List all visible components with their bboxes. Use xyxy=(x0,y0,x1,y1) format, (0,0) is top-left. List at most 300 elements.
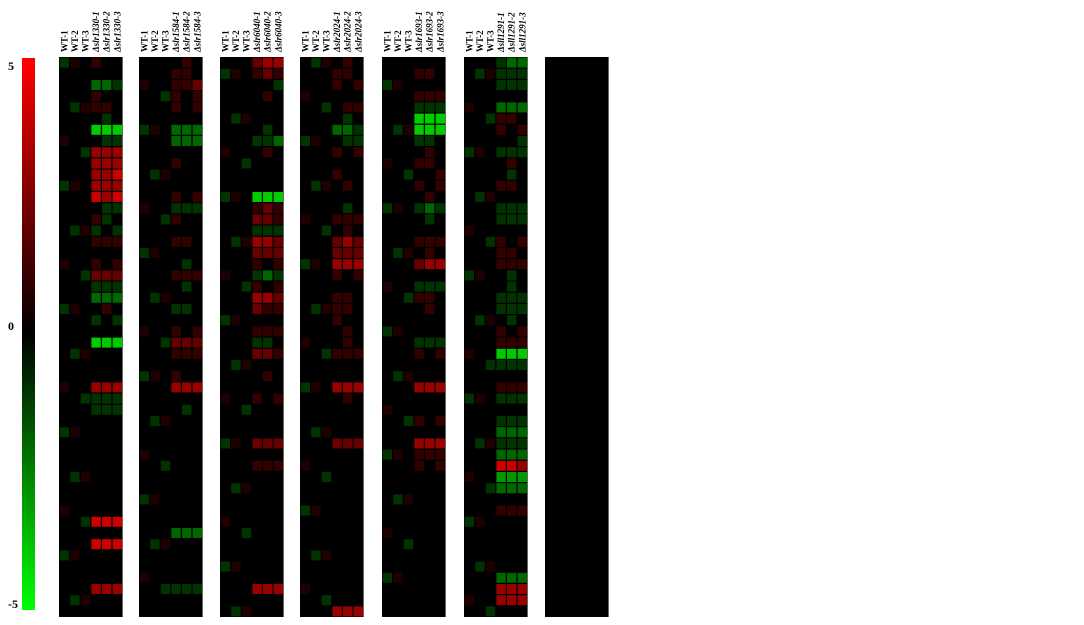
heatmap-cell xyxy=(193,158,202,168)
heatmap-cell xyxy=(274,595,283,605)
heatmap-cell xyxy=(414,69,423,79)
heatmap-cell xyxy=(193,394,202,404)
heatmap-cell xyxy=(383,80,392,90)
heatmap-cell xyxy=(343,214,352,224)
heatmap-cell xyxy=(425,237,434,247)
heatmap-cell xyxy=(425,517,434,527)
heatmap-cell xyxy=(113,405,122,415)
heatmap-cell xyxy=(507,483,516,493)
heatmap-cell xyxy=(301,136,310,146)
heatmap-cell xyxy=(518,80,527,90)
heatmap-cell xyxy=(425,91,434,101)
heatmap-cell xyxy=(171,483,180,493)
heatmap-cell xyxy=(496,461,505,471)
heatmap-cell xyxy=(113,461,122,471)
heatmap-cell xyxy=(507,248,516,258)
heatmap-cell xyxy=(171,214,180,224)
heatmap-cell xyxy=(263,315,272,325)
heatmap-cell xyxy=(311,136,320,146)
heatmap-cell xyxy=(507,270,516,280)
heatmap-cell xyxy=(252,293,261,303)
heatmap-cell xyxy=(193,349,202,359)
heatmap-cell xyxy=(274,158,283,168)
heatmap-cell xyxy=(354,170,363,180)
heatmap-cell xyxy=(507,58,516,68)
column-label: WT-2 xyxy=(392,30,403,52)
heatmap-cell xyxy=(171,125,180,135)
heatmap-cell xyxy=(507,315,516,325)
heatmap-cell xyxy=(193,136,202,146)
heatmap-cell xyxy=(496,382,505,392)
heatmap-cell xyxy=(496,483,505,493)
heatmap-cell xyxy=(332,293,341,303)
heatmap-cell xyxy=(354,181,363,191)
heatmap-cell xyxy=(436,326,445,336)
heatmap-cell xyxy=(274,226,283,236)
heatmap-cell xyxy=(496,259,505,269)
heatmap-cell xyxy=(496,450,505,460)
heatmap-cell xyxy=(113,304,122,314)
heatmap-cell xyxy=(425,382,434,392)
heatmap-cell xyxy=(193,405,202,415)
heatmap-cell xyxy=(436,405,445,415)
heatmap-cell xyxy=(113,102,122,112)
heatmap-cell xyxy=(301,506,310,516)
heatmap-cell xyxy=(507,450,516,460)
heatmap-cell xyxy=(91,326,100,336)
heatmap-cell xyxy=(182,472,191,482)
heatmap-cell xyxy=(507,584,516,594)
heatmap-cell xyxy=(252,371,261,381)
heatmap-cell xyxy=(425,170,434,180)
heatmap-cell xyxy=(475,517,484,527)
heatmap-cell xyxy=(113,158,122,168)
heatmap-cell xyxy=(332,114,341,124)
heatmap-cell xyxy=(332,259,341,269)
heatmap-cell xyxy=(436,214,445,224)
heatmap-cell xyxy=(263,338,272,348)
heatmap-cell xyxy=(113,539,122,549)
heatmap-cell xyxy=(311,181,320,191)
heatmap-cell xyxy=(383,158,392,168)
heatmap-cell xyxy=(414,80,423,90)
heatmap-cell xyxy=(332,371,341,381)
heatmap-cell xyxy=(354,360,363,370)
heatmap-cell xyxy=(425,270,434,280)
heatmap-cell xyxy=(171,528,180,538)
heatmap-cell xyxy=(81,147,90,157)
heatmap-cell xyxy=(414,606,423,616)
heatmap-cell xyxy=(436,304,445,314)
heatmap-cell xyxy=(507,259,516,269)
heatmap-cell xyxy=(182,405,191,415)
heatmap-cell xyxy=(193,192,202,202)
heatmap-cell xyxy=(354,405,363,415)
heatmap-cell xyxy=(193,438,202,448)
heatmap-cell xyxy=(252,214,261,224)
heatmap-cell xyxy=(150,539,159,549)
heatmap-cell xyxy=(518,248,527,258)
heatmap-cell xyxy=(507,550,516,560)
heatmap-cell xyxy=(274,550,283,560)
heatmap-cell xyxy=(274,606,283,616)
heatmap-cell xyxy=(465,394,474,404)
heatmap-cell xyxy=(425,550,434,560)
heatmap-cell xyxy=(91,304,100,314)
heatmap-cell xyxy=(301,338,310,348)
heatmap-cell xyxy=(507,461,516,471)
heatmap-cell xyxy=(425,427,434,437)
column-label: Δslr1584-3 xyxy=(192,11,203,52)
heatmap-cell xyxy=(322,58,331,68)
heatmap-cell xyxy=(252,550,261,560)
heatmap-cell xyxy=(343,338,352,348)
heatmap-cell xyxy=(161,461,170,471)
heatmap-cell xyxy=(354,506,363,516)
heatmap-cell xyxy=(496,326,505,336)
heatmap-cell xyxy=(383,528,392,538)
heatmap-cell xyxy=(171,562,180,572)
heatmap-cell xyxy=(332,427,341,437)
heatmap-cell xyxy=(518,606,527,616)
heatmap-cell xyxy=(436,170,445,180)
heatmap-cell xyxy=(242,528,251,538)
heatmap-cell xyxy=(496,203,505,213)
heatmap-cell xyxy=(496,69,505,79)
heatmap-cell xyxy=(496,181,505,191)
heatmap-cell xyxy=(414,573,423,583)
column-label: WT-2 xyxy=(474,30,485,52)
heatmap-cell xyxy=(496,147,505,157)
heatmap-cell xyxy=(91,315,100,325)
heatmap-cell xyxy=(343,539,352,549)
heatmap-cell xyxy=(171,394,180,404)
heatmap-cell xyxy=(263,595,272,605)
heatmap-cell xyxy=(263,91,272,101)
heatmap-cell xyxy=(425,595,434,605)
heatmap-cell xyxy=(193,461,202,471)
heatmap-cell xyxy=(274,136,283,146)
heatmap-cell xyxy=(171,181,180,191)
heatmap-cell xyxy=(221,517,230,527)
heatmap-cell xyxy=(518,293,527,303)
heatmap-cell xyxy=(102,494,111,504)
heatmap-cell xyxy=(81,270,90,280)
heatmap-cell xyxy=(311,427,320,437)
heatmap-cell xyxy=(102,80,111,90)
heatmap-cell xyxy=(507,506,516,516)
heatmap-cell xyxy=(252,483,261,493)
heatmap-cell xyxy=(252,91,261,101)
heatmap-cell xyxy=(182,326,191,336)
heatmap-cell xyxy=(91,606,100,616)
heatmap-cell xyxy=(393,203,402,213)
heatmap-cell xyxy=(193,125,202,135)
column-label: Δslr1330-2 xyxy=(101,11,112,52)
heatmap-cell xyxy=(263,125,272,135)
heatmap-cell xyxy=(343,494,352,504)
heatmap-cell xyxy=(518,573,527,583)
heatmap-cell xyxy=(113,349,122,359)
heatmap-cell xyxy=(507,304,516,314)
heatmap-cell xyxy=(263,394,272,404)
heatmap-cell xyxy=(425,248,434,258)
heatmap-cell xyxy=(414,282,423,292)
heatmap-cell xyxy=(182,58,191,68)
heatmap-cell xyxy=(171,102,180,112)
heatmap-cell xyxy=(332,573,341,583)
heatmap-cell xyxy=(252,170,261,180)
heatmap-cell xyxy=(332,483,341,493)
heatmap-cell xyxy=(193,181,202,191)
heatmap-cell xyxy=(332,517,341,527)
heatmap-cell xyxy=(425,125,434,135)
heatmap-cell xyxy=(171,114,180,124)
heatmap-cell xyxy=(343,517,352,527)
heatmap-cell xyxy=(231,315,240,325)
heatmap-cell xyxy=(465,226,474,236)
heatmap-cell xyxy=(193,248,202,258)
heatmap-cell xyxy=(425,203,434,213)
heatmap-cell xyxy=(518,539,527,549)
heatmap-cell xyxy=(102,427,111,437)
heatmap-cell xyxy=(252,472,261,482)
heatmap-cell xyxy=(252,461,261,471)
heatmap-cell xyxy=(436,125,445,135)
heatmap-cell xyxy=(518,326,527,336)
heatmap-cell xyxy=(436,114,445,124)
heatmap-cell xyxy=(301,461,310,471)
column-label: WT-1 xyxy=(300,30,311,52)
heatmap-cell xyxy=(182,382,191,392)
column-label: WT-3 xyxy=(403,30,414,52)
heatmap-cell xyxy=(263,69,272,79)
heatmap-cell xyxy=(436,315,445,325)
heatmap-cell xyxy=(414,360,423,370)
heatmap-cell xyxy=(465,147,474,157)
heatmap-cell xyxy=(182,259,191,269)
heatmap-cell xyxy=(436,69,445,79)
heatmap-cell xyxy=(507,405,516,415)
column-label: Δslr1584-2 xyxy=(181,11,192,52)
heatmap-cell xyxy=(414,259,423,269)
heatmap-cell xyxy=(332,472,341,482)
heatmap-cell xyxy=(182,226,191,236)
heatmap-cell xyxy=(193,584,202,594)
heatmap-cell xyxy=(171,203,180,213)
heatmap-cell xyxy=(91,282,100,292)
heatmap-cell xyxy=(263,282,272,292)
heatmap-cell xyxy=(263,438,272,448)
heatmap-cell xyxy=(274,438,283,448)
heatmap-cell xyxy=(332,405,341,415)
heatmap-cell xyxy=(221,438,230,448)
heatmap-cell xyxy=(414,158,423,168)
heatmap-cell xyxy=(102,114,111,124)
heatmap-cell xyxy=(193,147,202,157)
heatmap-cell xyxy=(263,517,272,527)
heatmap-cell xyxy=(91,136,100,146)
heatmap-cell xyxy=(91,203,100,213)
heatmap-cell xyxy=(414,125,423,135)
heatmap-cell xyxy=(91,158,100,168)
heatmap-cell xyxy=(252,326,261,336)
heatmap-cell xyxy=(425,483,434,493)
heatmap-cell xyxy=(465,102,474,112)
heatmap-cell xyxy=(140,80,149,90)
heatmap-cell xyxy=(436,248,445,258)
heatmap-cell xyxy=(486,69,495,79)
heatmap-cell xyxy=(193,360,202,370)
heatmap-cell xyxy=(332,338,341,348)
heatmap-cell xyxy=(425,80,434,90)
heatmap-cell xyxy=(102,405,111,415)
heatmap-cell xyxy=(193,270,202,280)
heatmap-cell xyxy=(354,394,363,404)
heatmap-cell xyxy=(91,338,100,348)
heatmap-cell xyxy=(102,450,111,460)
heatmap-cell xyxy=(414,483,423,493)
heatmap-cell xyxy=(425,259,434,269)
heatmap-cell xyxy=(150,170,159,180)
heatmap-cell xyxy=(354,203,363,213)
heatmap-cell xyxy=(102,517,111,527)
heatmap-cell xyxy=(102,293,111,303)
heatmap-cell xyxy=(425,226,434,236)
heatmap-cell xyxy=(91,259,100,269)
heatmap-cell xyxy=(322,226,331,236)
heatmap-cell xyxy=(60,304,69,314)
column-label: Δslr6040-2 xyxy=(262,11,273,52)
heatmap-cell xyxy=(343,248,352,258)
heatmap-cell xyxy=(274,584,283,594)
heatmap-cell xyxy=(332,214,341,224)
heatmap-cell xyxy=(425,539,434,549)
heatmap-cell xyxy=(518,382,527,392)
column-label: WT-3 xyxy=(80,30,91,52)
heatmap-cell xyxy=(436,270,445,280)
heatmap-cell xyxy=(274,573,283,583)
heatmap-cell xyxy=(343,80,352,90)
heatmap-cell xyxy=(354,461,363,471)
heatmap-cell xyxy=(161,338,170,348)
heatmap-cell xyxy=(91,405,100,415)
heatmap-cell xyxy=(60,136,69,146)
heatmap-cell xyxy=(393,248,402,258)
heatmap-cell xyxy=(414,405,423,415)
heatmap-cell xyxy=(140,326,149,336)
heatmap-cell xyxy=(113,125,122,135)
heatmap-cell xyxy=(171,147,180,157)
heatmap-cell xyxy=(518,584,527,594)
heatmap-cell xyxy=(113,91,122,101)
heatmap-cell xyxy=(91,371,100,381)
heatmap-cell xyxy=(263,483,272,493)
heatmap-cell xyxy=(343,394,352,404)
heatmap-cell xyxy=(436,147,445,157)
heatmap-cell xyxy=(81,349,90,359)
heatmap-cell xyxy=(486,192,495,202)
heatmap-cell xyxy=(182,416,191,426)
heatmap-cell xyxy=(414,438,423,448)
heatmap-cell xyxy=(274,237,283,247)
heatmap-cell xyxy=(263,472,272,482)
heatmap-cell xyxy=(332,304,341,314)
heatmap-cell xyxy=(311,382,320,392)
heatmap-cell xyxy=(343,304,352,314)
heatmap-cell xyxy=(102,91,111,101)
heatmap-cell xyxy=(354,550,363,560)
heatmap-cell xyxy=(332,91,341,101)
heatmap-cell xyxy=(102,192,111,202)
heatmap-cell xyxy=(332,606,341,616)
heatmap-cell xyxy=(507,69,516,79)
heatmap-cell xyxy=(102,550,111,560)
heatmap-cell xyxy=(263,573,272,583)
heatmap-cell xyxy=(404,170,413,180)
heatmap-cell xyxy=(274,170,283,180)
heatmap-cell xyxy=(436,259,445,269)
heatmap-cell xyxy=(383,203,392,213)
heatmap-cell xyxy=(252,450,261,460)
heatmap-cell xyxy=(436,506,445,516)
heatmap-cell xyxy=(332,203,341,213)
heatmap-cell xyxy=(518,158,527,168)
heatmap-cell xyxy=(393,450,402,460)
heatmap-cell xyxy=(182,136,191,146)
heatmap-cell xyxy=(171,450,180,460)
heatmap-cell xyxy=(102,214,111,224)
heatmap-cell xyxy=(414,136,423,146)
heatmap-cell xyxy=(113,226,122,236)
heatmap-cell xyxy=(507,80,516,90)
heatmap-cell xyxy=(171,136,180,146)
heatmap-cell xyxy=(518,405,527,415)
heatmap-cell xyxy=(507,416,516,426)
heatmap-cell xyxy=(332,562,341,572)
heatmap-cell xyxy=(161,214,170,224)
heatmap-cell xyxy=(263,416,272,426)
heatmap-cell xyxy=(102,349,111,359)
heatmap-cell xyxy=(113,192,122,202)
heatmap-cell xyxy=(322,181,331,191)
heatmap-cell xyxy=(486,438,495,448)
heatmap-cell xyxy=(113,282,122,292)
heatmap-cell xyxy=(507,360,516,370)
heatmap-cell xyxy=(252,282,261,292)
heatmap-cell xyxy=(332,192,341,202)
heatmap-cell xyxy=(354,248,363,258)
heatmap-cell xyxy=(113,170,122,180)
heatmap-cell xyxy=(332,58,341,68)
heatmap-cell xyxy=(182,539,191,549)
heatmap-cell xyxy=(102,360,111,370)
heatmap-cell xyxy=(518,595,527,605)
heatmap-cell xyxy=(182,102,191,112)
heatmap-cell xyxy=(496,293,505,303)
heatmap-cell xyxy=(425,147,434,157)
heatmap-cell xyxy=(436,461,445,471)
heatmap-cell xyxy=(354,136,363,146)
heatmap-cell xyxy=(436,573,445,583)
heatmap-cell xyxy=(332,102,341,112)
heatmap-cell xyxy=(252,125,261,135)
heatmap-cell xyxy=(496,58,505,68)
heatmap-cell xyxy=(171,494,180,504)
heatmap-cell xyxy=(70,349,79,359)
heatmap-cell xyxy=(393,573,402,583)
heatmap-cell xyxy=(91,528,100,538)
